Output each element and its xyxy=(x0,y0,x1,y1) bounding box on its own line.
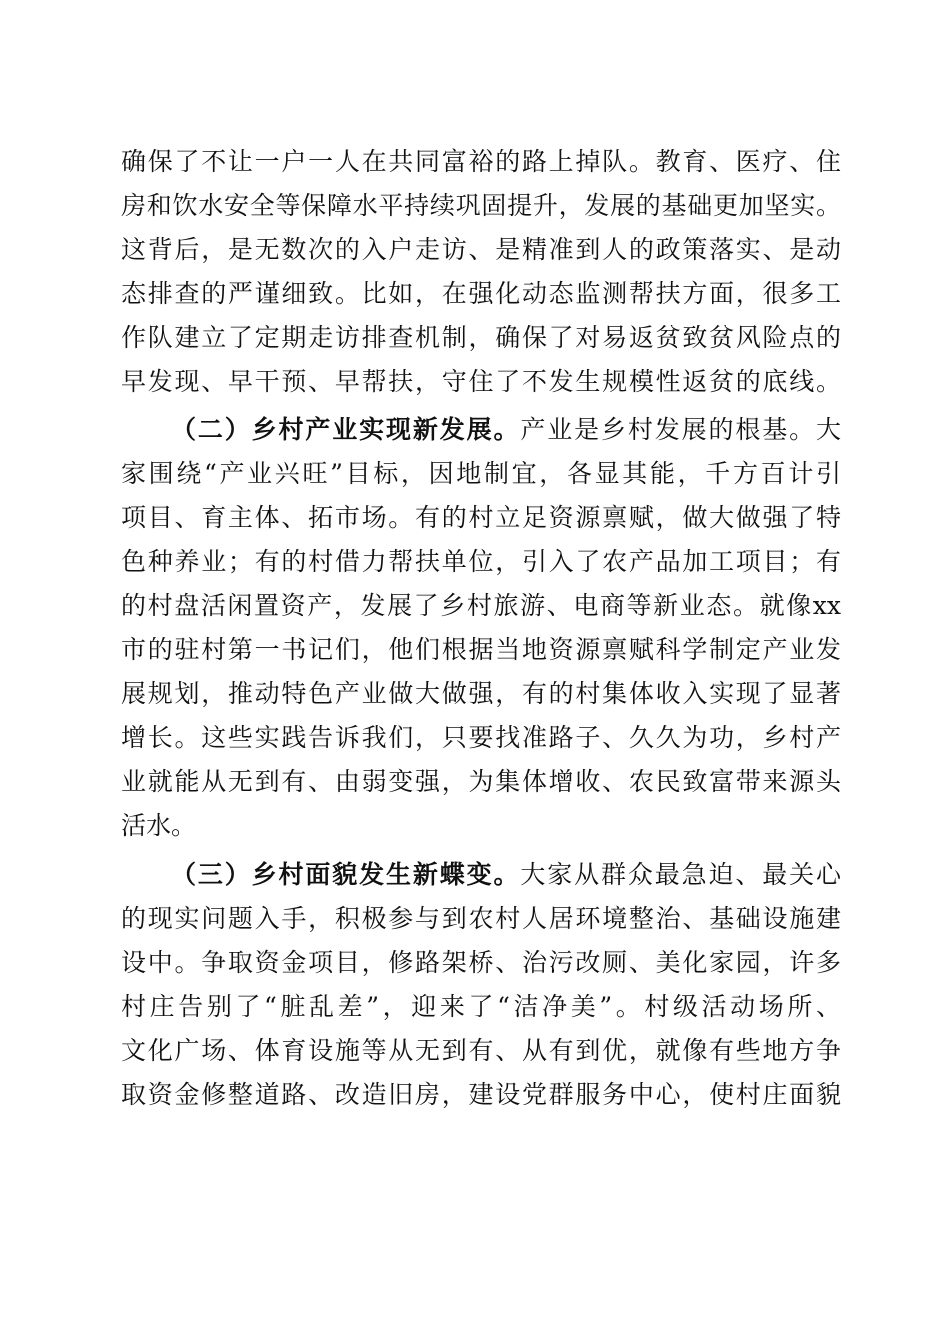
paragraph-1-line: 作队建立了定期走访排查机制，确保了对易返贫致贫风险点的 xyxy=(121,323,841,352)
paragraph-3-first-line-text: 大家从群众最急迫、最关心 xyxy=(520,860,841,889)
paragraph-3-first-line xyxy=(121,853,841,897)
paragraph-2-line: 家围绕“产业兴旺”目标，因地制宜，各显其能，千方百计引 xyxy=(121,459,841,488)
paragraph-3 xyxy=(121,853,841,1117)
paragraph-1 xyxy=(121,140,841,404)
section-heading-3: （三）乡村面貌发生新蝶变。 xyxy=(171,860,521,889)
paragraph-2-line: 业就能从无到有、由弱变强，为集体增收、农民致富带来源头 xyxy=(121,767,841,796)
paragraph-1-line: 这背后，是无数次的入户走访、是精准到人的政策落实、是动 xyxy=(121,235,841,264)
paragraph-2-line: 色种养业；有的村借力帮扶单位，引入了农产品加工项目；有 xyxy=(121,547,841,576)
paragraph-2-line: 的村盘活闲置资产，发展了乡村旅游、电商等新业态。就像xx xyxy=(121,591,841,620)
paragraph-2-line: 市的驻村第一书记们，他们根据当地资源禀赋科学制定产业发 xyxy=(121,635,841,664)
paragraph-3-line: 取资金修整道路、改造旧房，建设党群服务中心，使村庄面貌 xyxy=(121,1080,841,1109)
paragraph-1-line: 早发现、早干预、早帮扶，守住了不发生规模性返贫的底线。 xyxy=(121,367,841,396)
paragraph-1-line: 房和饮水安全等保障水平持续巩固提升，发展的基础更加坚实。 xyxy=(121,191,841,220)
paragraph-2-first-line-text: 产业是乡村发展的根基。大 xyxy=(520,415,841,444)
paragraph-1-line: 态排查的严谨细致。比如，在强化动态监测帮扶方面，很多工 xyxy=(121,279,841,308)
paragraph-2-line: 活水。 xyxy=(121,811,197,840)
section-heading-2: （二）乡村产业实现新发展。 xyxy=(171,415,521,444)
paragraph-2-line: 展规划，推动特色产业做大做强，有的村集体收入实现了显著 xyxy=(121,679,841,708)
paragraph-2 xyxy=(121,408,841,848)
paragraph-1-line: 确保了不让一户一人在共同富裕的路上掉队。教育、医疗、住 xyxy=(121,147,841,176)
paragraph-3-line: 文化广场、体育设施等从无到有、从有到优，就像有些地方争 xyxy=(121,1036,841,1065)
paragraph-2-line: 增长。这些实践告诉我们，只要找准路子、久久为功，乡村产 xyxy=(121,723,841,752)
paragraph-3-line: 的现实问题入手，积极参与到农村人居环境整治、基础设施建 xyxy=(121,904,841,933)
paragraph-3-line: 设中。争取资金项目，修路架桥、治污改厕、美化家园，许多 xyxy=(121,948,841,977)
paragraph-2-line: 项目、育主体、拓市场。有的村立足资源禀赋，做大做强了特 xyxy=(121,503,841,532)
paragraph-3-line: 村庄告别了“脏乱差”，迎来了“洁净美”。村级活动场所、 xyxy=(121,992,841,1021)
paragraph-2-first-line xyxy=(121,408,841,452)
